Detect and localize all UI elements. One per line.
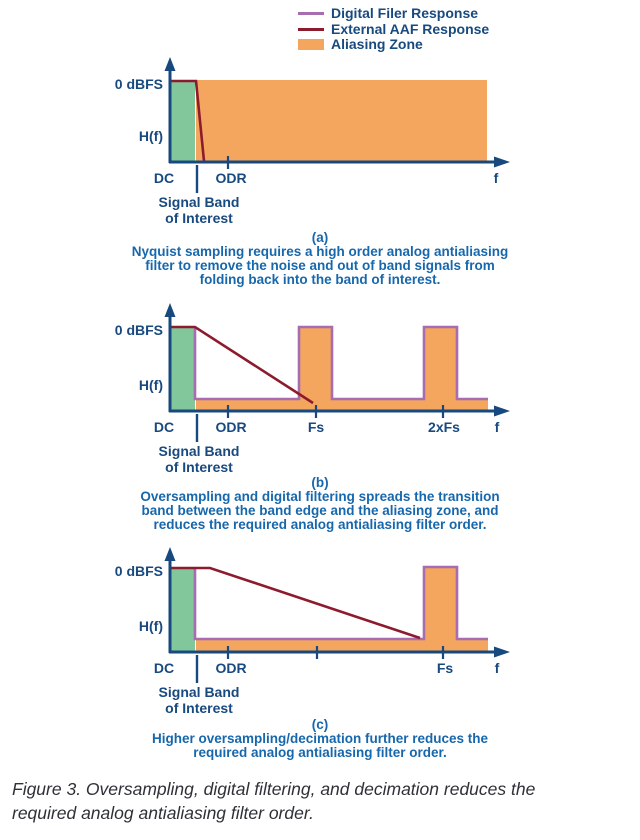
x-axis-label: DC	[153, 170, 175, 186]
aliasing-zone-strip	[196, 399, 488, 411]
y-axis-arrowhead	[165, 303, 176, 317]
legend-item	[298, 37, 489, 53]
x-axis-label: ODR	[215, 660, 247, 676]
caption-c-line2: required analog antialiasing filter order.	[193, 745, 447, 760]
aliasing-zone-swatch	[298, 39, 324, 50]
signal-band-region	[171, 81, 195, 162]
caption-b-line3: reduces the required analog antialiasing filter order.	[153, 517, 487, 532]
caption-a-line2: filter to remove the noise and out of band signals from	[145, 258, 495, 273]
signal-band-region	[171, 327, 195, 411]
legend-label: Digital Filer Response	[331, 5, 479, 21]
hf-axis-label: H(f)	[138, 618, 163, 634]
diagram-tag-c: (c)	[311, 717, 329, 732]
legend-label: External AAF Response	[331, 20, 490, 37]
x-axis-label: DC	[153, 419, 175, 435]
x-axis-arrowhead	[494, 157, 510, 168]
x-axis-label: Fs	[436, 660, 454, 676]
legend	[298, 6, 489, 53]
signal-band-label: Signal Band	[158, 194, 240, 210]
caption-c	[0, 718, 640, 760]
caption-c-line1: Higher oversampling/decimation further reduces the	[151, 731, 489, 746]
caption-a-line3: folding back into the band of interest.	[199, 272, 441, 287]
aliasing-zone-region	[424, 327, 457, 411]
aliasing-zone-strip	[196, 639, 488, 652]
legend-item	[298, 6, 489, 22]
zero-dbfs-label: 0 dBFS	[114, 322, 163, 338]
signal-band-label: of Interest	[165, 459, 233, 475]
digital-filter-response-swatch	[298, 12, 324, 15]
legend-label: Aliasing Zone	[331, 36, 423, 52]
caption-b	[0, 476, 640, 532]
caption-b-line1: Oversampling and digital filtering spreads the transition	[140, 489, 500, 504]
caption-a	[0, 231, 640, 287]
caption-b-line2: band between the band edge and the aliasing zone, and	[141, 503, 499, 518]
x-axis-label: ODR	[215, 170, 247, 186]
zero-dbfs-label: 0 dBFS	[114, 563, 163, 579]
x-axis-label: 2xFs	[428, 419, 460, 435]
hf-axis-label: H(f)	[138, 128, 163, 144]
x-axis-label: f	[494, 419, 500, 435]
diagram-tag-b: (b)	[311, 475, 329, 490]
x-axis-label: f	[493, 170, 499, 186]
figure-caption-line1: Figure 3. Oversampling, digital filtering, and decimation reduces the	[12, 779, 536, 799]
x-axis-label: DC	[153, 660, 175, 676]
x-axis-label: Fs	[307, 419, 325, 435]
legend-item	[298, 22, 489, 38]
x-axis-arrowhead	[494, 647, 510, 658]
signal-band-region	[171, 568, 195, 652]
figure-caption	[12, 778, 632, 825]
signal-band-label: Signal Band	[158, 443, 240, 459]
x-axis-arrowhead	[494, 406, 510, 417]
external-aaf-response-line	[171, 568, 420, 638]
signal-band-label: of Interest	[165, 210, 233, 226]
signal-band-label: Signal Band	[158, 684, 240, 700]
y-axis-arrowhead	[165, 57, 176, 71]
y-axis-arrowhead	[165, 547, 176, 561]
signal-band-label: of Interest	[165, 700, 233, 716]
diagram-tag-a: (a)	[311, 230, 329, 245]
x-axis-label: ODR	[215, 419, 247, 435]
hf-axis-label: H(f)	[138, 377, 163, 393]
figure-caption-line2: required analog antialiasing filter order.	[12, 802, 314, 823]
external-aaf-response-swatch	[298, 28, 324, 31]
x-axis-label: f	[494, 660, 500, 676]
zero-dbfs-label: 0 dBFS	[114, 76, 163, 92]
aliasing-zone-region	[196, 80, 487, 162]
caption-a-line1: Nyquist sampling requires a high order analog antialiasing	[131, 244, 509, 259]
